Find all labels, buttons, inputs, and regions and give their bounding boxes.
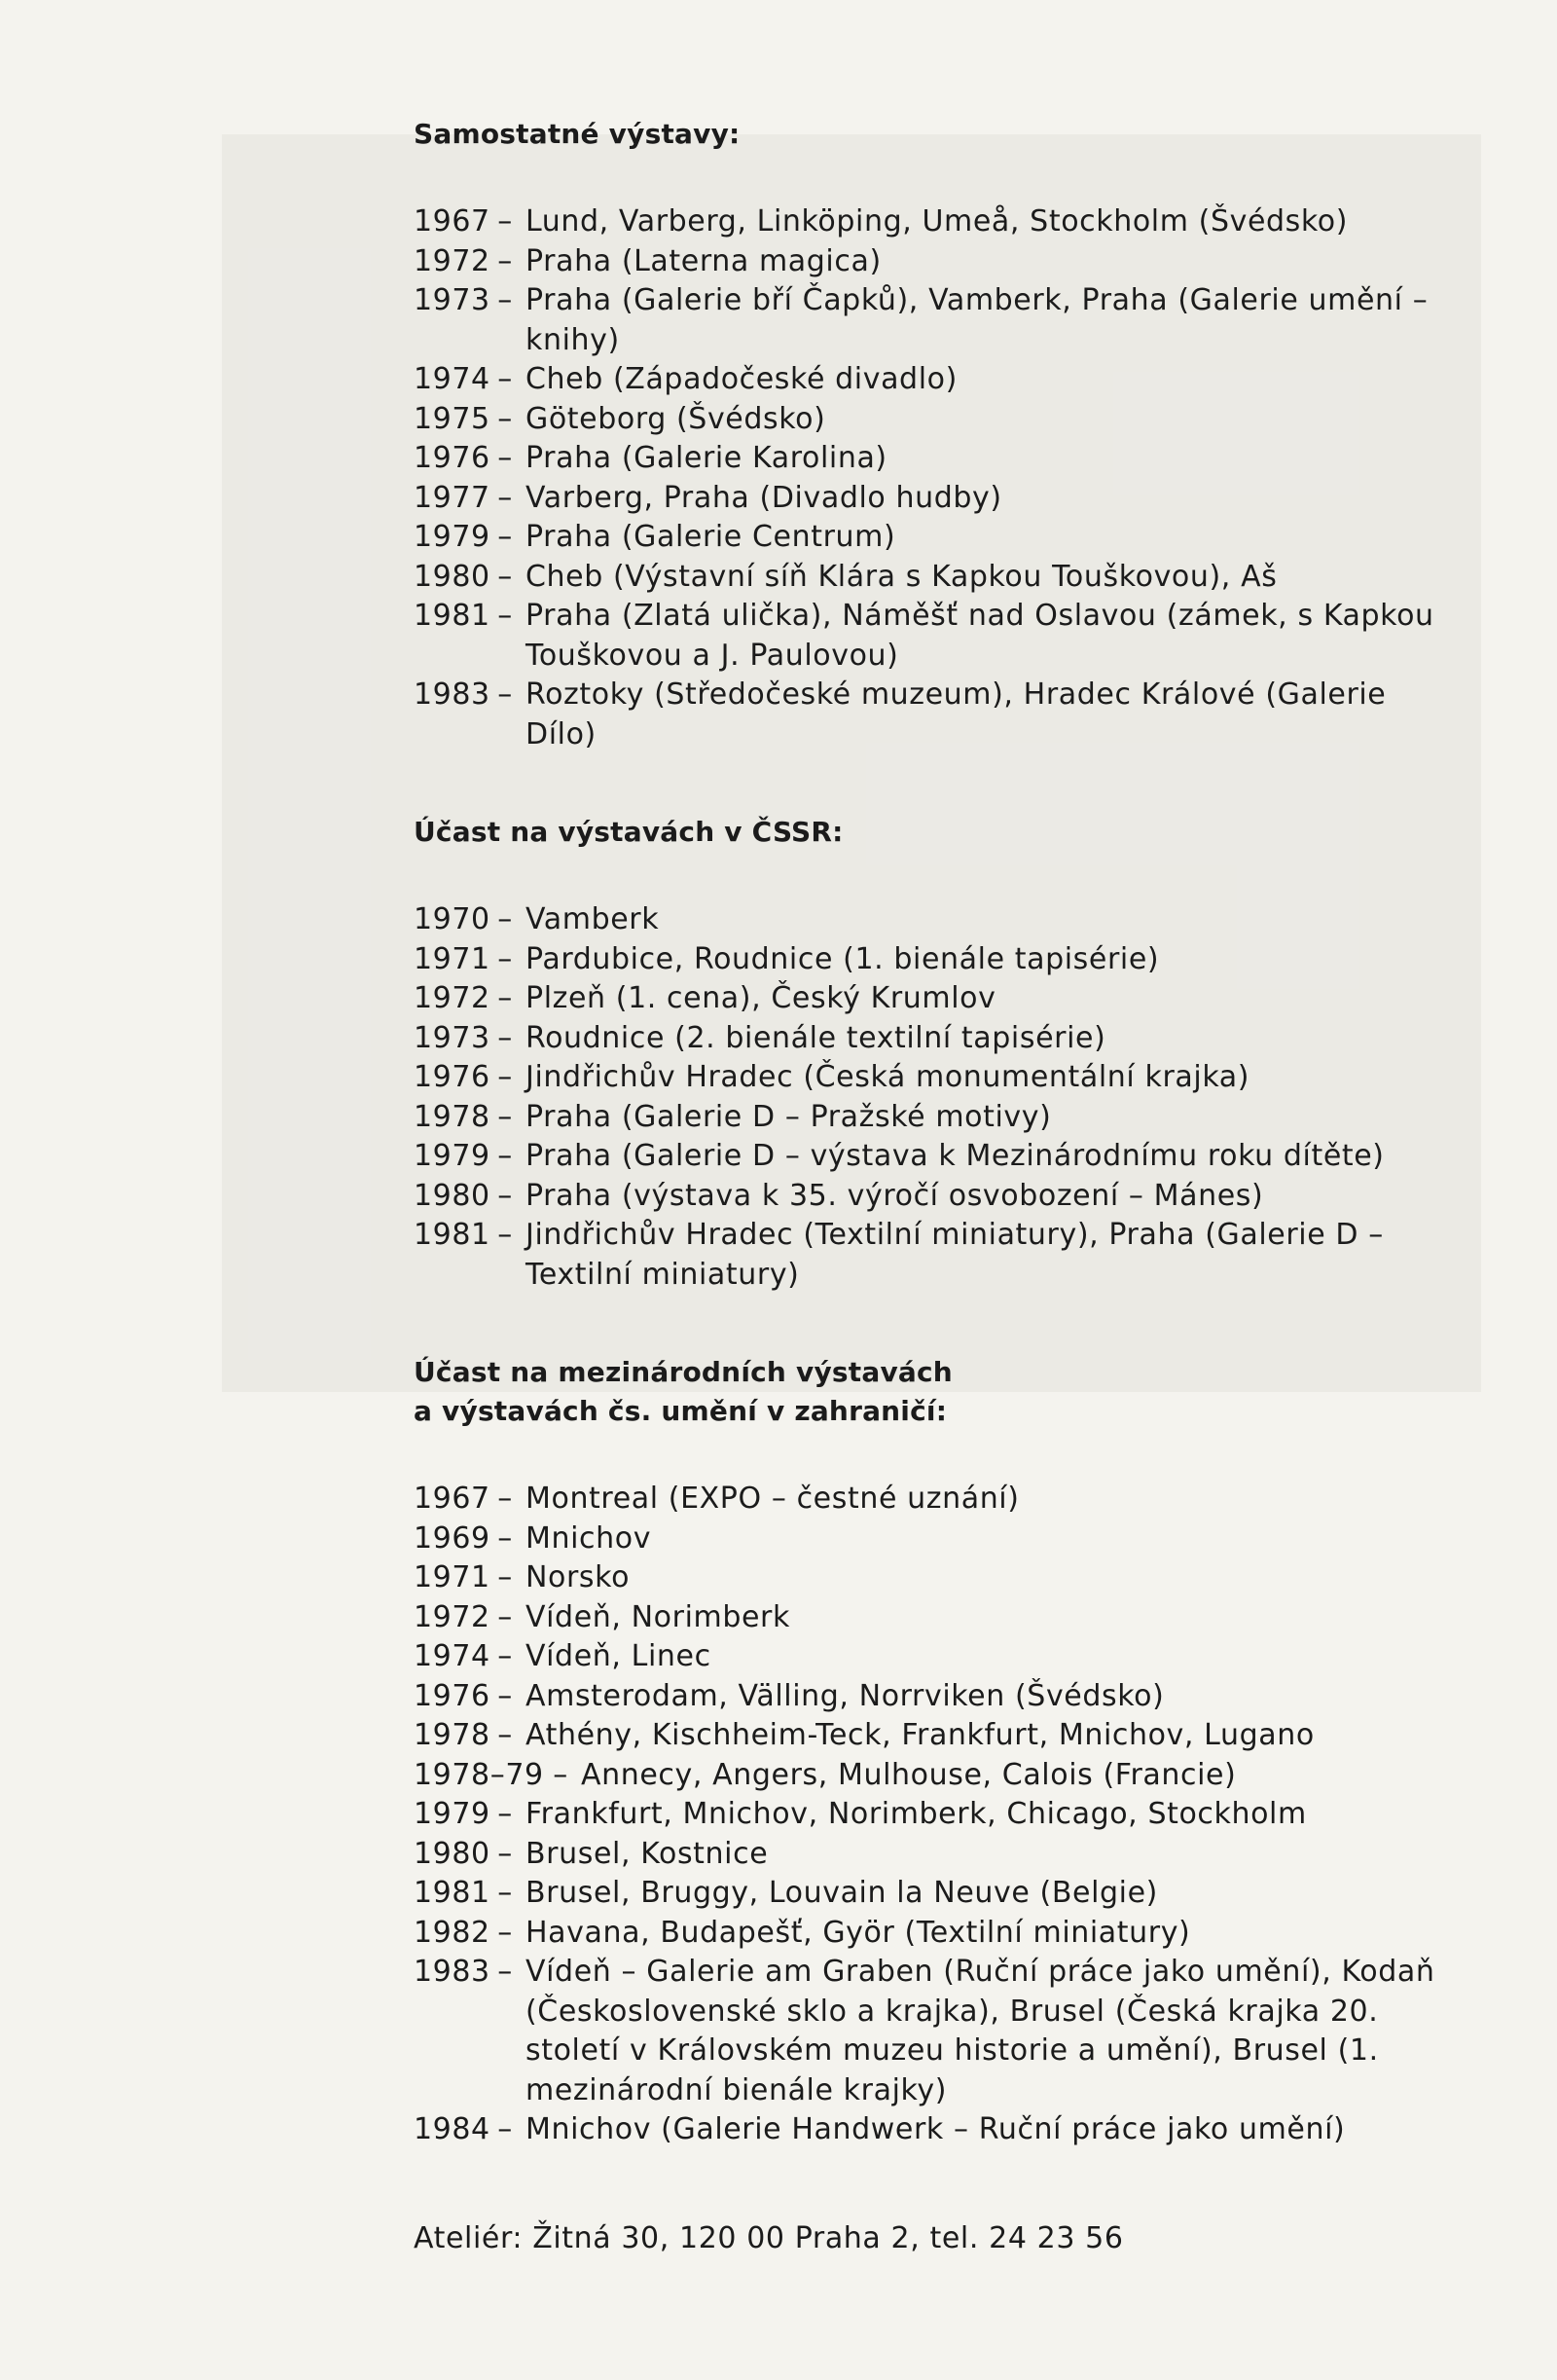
- entry-text: Praha (Galerie bří Čapků), Vamberk, Praha (Galerie umění – knihy): [525, 283, 1429, 357]
- dash: –: [497, 1915, 513, 1950]
- entry-text: Praha (Zlatá ulička), Náměšť nad Oslavou (zámek, s Kapkou Touškovou a J. Paulovou): [525, 599, 1434, 673]
- entry-text: Praha (Laterna magica): [525, 243, 882, 278]
- list-item: [414, 1177, 1445, 1217]
- year: 1980: [414, 559, 490, 594]
- entry-text: Praha (Galerie Karolina): [525, 441, 887, 475]
- list-item: [414, 1914, 1445, 1954]
- dash: –: [497, 2112, 513, 2146]
- list-item: [414, 1058, 1445, 1098]
- entry-text: Lund, Varberg, Linköping, Umeå, Stockholm (Švédsko): [525, 204, 1349, 238]
- list-item: [414, 242, 1445, 282]
- atelier-address: Ateliér: Žitná 30, 120 00 Praha 2, tel. 24 23 56: [414, 2221, 1124, 2255]
- entry-list: [414, 1480, 1445, 2150]
- entry-text: Roztoky (Středočeské muzeum), Hradec Králové (Galerie Dílo): [525, 677, 1387, 751]
- year: 1978: [414, 1718, 490, 1752]
- year: 1983: [414, 1955, 490, 1989]
- list-item: [414, 1216, 1445, 1295]
- year: 1972: [414, 243, 490, 278]
- dash: –: [497, 1718, 513, 1752]
- section-heading: Samostatné výstavy:: [414, 118, 741, 150]
- entry-text: Havana, Budapešť, Györ (Textilní miniatury): [525, 1915, 1191, 1950]
- entry-text: Cheb (Výstavní síň Klára s Kapkou Touškovou), Aš: [525, 559, 1278, 594]
- year: 1976: [414, 1678, 490, 1713]
- list-item: [414, 479, 1445, 519]
- dash: –: [497, 1678, 513, 1713]
- entry-text: Brusel, Kostnice: [525, 1836, 769, 1871]
- dash: –: [497, 283, 513, 317]
- year: 1971: [414, 1560, 490, 1594]
- year: 1970: [414, 902, 490, 936]
- entry-text: Vídeň, Linec: [525, 1639, 711, 1673]
- list-item: [414, 1874, 1445, 1914]
- year: 1980: [414, 1836, 490, 1871]
- entry-text: Roudnice (2. bienále textilní tapisérie): [525, 1020, 1106, 1055]
- list-item: [414, 1558, 1445, 1598]
- dash: –: [497, 1178, 513, 1213]
- list-item: [414, 1953, 1445, 2110]
- list-item: [414, 202, 1445, 242]
- dash: –: [497, 599, 513, 633]
- section-heading: Účast na výstavách v ČSSR:: [414, 816, 844, 848]
- entry-text: Pardubice, Roudnice (1. bienále tapisérie): [525, 941, 1160, 976]
- entry-text: Frankfurt, Mnichov, Norimberk, Chicago, Stockholm: [525, 1797, 1307, 1831]
- list-item: [414, 900, 1445, 940]
- year: 1981: [414, 599, 490, 633]
- year: 1979: [414, 1797, 490, 1831]
- list-item: [414, 1598, 1445, 1638]
- dash: –: [497, 1218, 513, 1252]
- list-item: [414, 676, 1445, 754]
- dash: –: [497, 981, 513, 1015]
- dash: –: [497, 362, 513, 396]
- dash: –: [497, 480, 513, 515]
- list-item: [414, 2110, 1445, 2150]
- dash: –: [497, 1482, 513, 1516]
- dash: –: [497, 1639, 513, 1673]
- dash: –: [497, 1060, 513, 1094]
- dash: –: [497, 1520, 513, 1556]
- dash: –: [497, 1836, 513, 1871]
- entry-text: Vamberk: [525, 902, 660, 936]
- entry-text: Vídeň, Norimberk: [525, 1599, 790, 1634]
- list-item: [414, 518, 1445, 558]
- year: 1981: [414, 1876, 490, 1910]
- year: 1980: [414, 1178, 490, 1213]
- dash: –: [497, 1020, 513, 1055]
- entry-text: Jindřichův Hradec (Česká monumentální krajka): [525, 1060, 1250, 1094]
- entry-text: Praha (Galerie D – výstava k Mezinárodnímu roku dítěte): [525, 1139, 1385, 1173]
- year: 1979: [414, 520, 490, 554]
- year: 1974: [414, 1639, 490, 1673]
- year: 1974: [414, 362, 490, 396]
- dash: –: [497, 1955, 513, 1989]
- list-item: [414, 1520, 1445, 1559]
- entry-text: Brusel, Bruggy, Louvain la Neuve (Belgie): [525, 1876, 1158, 1910]
- list-item: [414, 1137, 1445, 1177]
- year: 1975: [414, 401, 490, 436]
- dash: –: [497, 1099, 513, 1134]
- year: 1981: [414, 1218, 490, 1252]
- list-item: [414, 979, 1445, 1019]
- section-czechoslovak-exhibitions: [414, 813, 1445, 1295]
- year: 1967: [414, 1482, 490, 1516]
- dash: –: [497, 243, 513, 278]
- list-item: [414, 1835, 1445, 1875]
- entry-text: Plzeň (1. cena), Český Krumlov: [525, 981, 996, 1015]
- list-item: [414, 1716, 1445, 1756]
- entry-text: Vídeň – Galerie am Graben (Ruční práce jako umění), Kodaň (Československé sklo a krajka), Brusel (Česká krajka 20. století v Královském muzeu historie a umění), Brusel (1. mezinárodní bienále krajky): [525, 1955, 1435, 2107]
- year: 1978–79: [414, 1757, 544, 1792]
- year: 1973: [414, 283, 490, 317]
- list-item: [414, 400, 1445, 440]
- list-item: [414, 439, 1445, 479]
- entry-text: Jindřichův Hradec (Textilní miniatury), Praha (Galerie D – Textilní miniatury): [525, 1218, 1384, 1292]
- dash: –: [497, 559, 513, 594]
- entry-text: Praha (Galerie Centrum): [525, 520, 896, 554]
- dash: –: [497, 1876, 513, 1910]
- dash: –: [497, 401, 513, 436]
- dash: –: [497, 1139, 513, 1173]
- entry-text: Montreal (EXPO – čestné uznání): [525, 1482, 1020, 1516]
- section-solo-exhibitions: [414, 115, 1445, 754]
- list-item: [414, 558, 1445, 598]
- entry-text: Praha (výstava k 35. výročí osvobození – Mánes): [525, 1178, 1264, 1213]
- year: 1969: [414, 1520, 490, 1556]
- year: 1967: [414, 204, 490, 238]
- year: 1977: [414, 480, 490, 515]
- list-item: [414, 597, 1445, 676]
- list-item: [414, 360, 1445, 400]
- entry-text: Athény, Kischheim-Teck, Frankfurt, Mnichov, Lugano: [525, 1718, 1315, 1752]
- list-item: [414, 1098, 1445, 1138]
- entry-text: Annecy, Angers, Mulhouse, Calois (Francie): [581, 1757, 1237, 1792]
- entry-text: Cheb (Západočeské divadlo): [525, 362, 958, 396]
- entry-text: Praha (Galerie D – Pražské motivy): [525, 1099, 1052, 1134]
- list-item: [414, 1637, 1445, 1677]
- dash: –: [553, 1757, 568, 1792]
- list-item: [414, 1480, 1445, 1520]
- list-item: [414, 1795, 1445, 1835]
- year: 1972: [414, 1599, 490, 1634]
- list-item: [414, 940, 1445, 980]
- list-item: [414, 1019, 1445, 1059]
- dash: –: [497, 1797, 513, 1831]
- year: 1973: [414, 1020, 490, 1055]
- entry-list: [414, 900, 1445, 1295]
- year: 1983: [414, 677, 490, 712]
- year: 1971: [414, 941, 490, 976]
- dash: –: [497, 204, 513, 238]
- dash: –: [497, 677, 513, 712]
- year: 1984: [414, 2112, 490, 2146]
- year: 1972: [414, 981, 490, 1015]
- list-item: [414, 1756, 1445, 1796]
- entry-text: Amsterodam, Välling, Norrviken (Švédsko): [525, 1678, 1165, 1713]
- entry-text: Mnichov (Galerie Handwerk – Ruční práce jako umění): [525, 2112, 1346, 2146]
- dash: –: [497, 1599, 513, 1634]
- year: 1982: [414, 1915, 490, 1950]
- entry-text: Norsko: [525, 1560, 631, 1594]
- section-heading: Účast na mezinárodních výstavách a výstavách čs. umění v zahraničí:: [414, 1356, 953, 1427]
- entry-text: Varberg, Praha (Divadlo hudby): [525, 480, 1002, 515]
- dash: –: [497, 902, 513, 936]
- entry-text: Mnichov: [525, 1520, 652, 1556]
- dash: –: [497, 441, 513, 475]
- year: 1976: [414, 1060, 490, 1094]
- year: 1976: [414, 441, 490, 475]
- exhibition-list: [414, 115, 1445, 2209]
- dash: –: [497, 520, 513, 554]
- list-item: [414, 281, 1445, 360]
- entry-text: Göteborg (Švédsko): [525, 401, 826, 436]
- section-international-exhibitions: [414, 1353, 1445, 2150]
- list-item: [414, 1677, 1445, 1717]
- dash: –: [497, 941, 513, 976]
- year: 1979: [414, 1139, 490, 1173]
- dash: –: [497, 1560, 513, 1594]
- entry-list: [414, 202, 1445, 754]
- year: 1978: [414, 1099, 490, 1134]
